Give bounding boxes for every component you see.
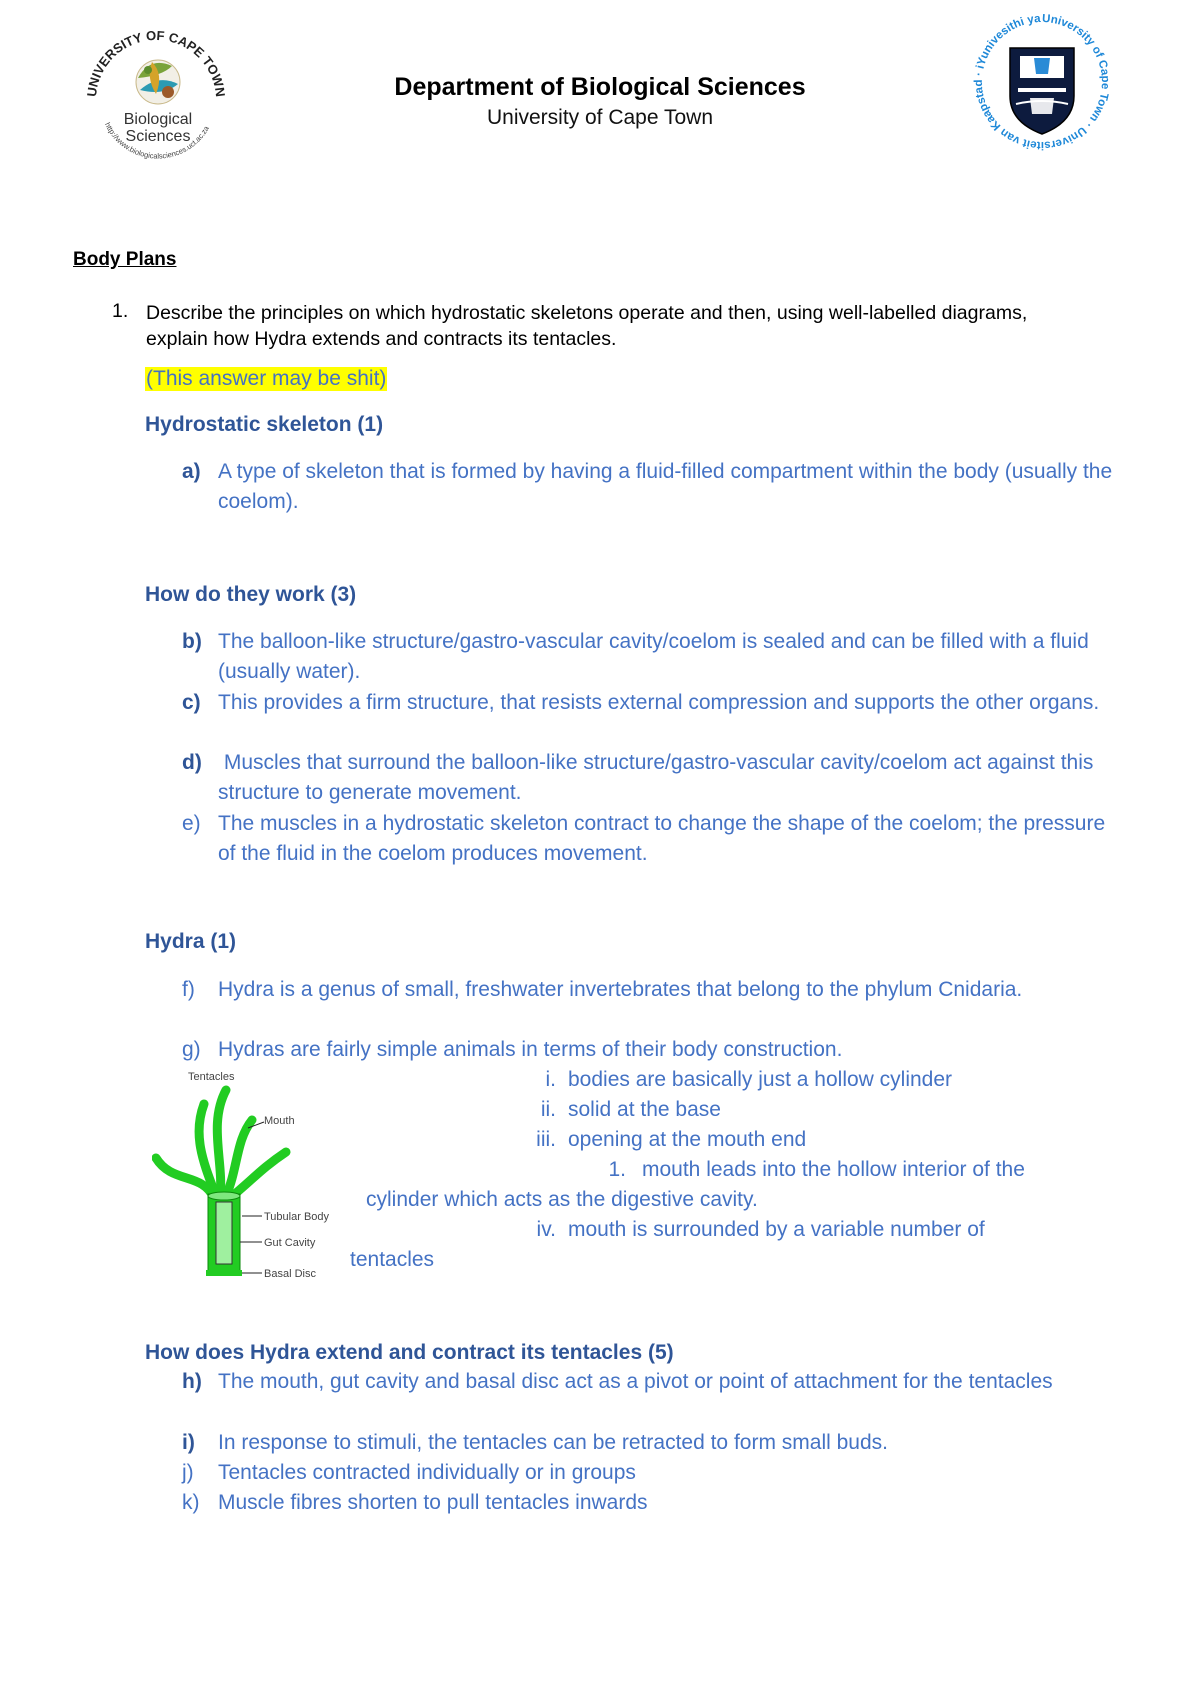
- list-label: k): [182, 1491, 200, 1514]
- heading-hydrostatic-skeleton: Hydrostatic skeleton (1): [145, 413, 384, 436]
- mouth: [208, 1192, 240, 1200]
- university-subtitle: University of Cape Town: [486, 106, 714, 129]
- list-text: This provides a firm structure, that resists external compression and supports the other organs.: [218, 691, 1100, 714]
- gut-cavity: [216, 1202, 232, 1264]
- sublist-label: i.: [545, 1068, 556, 1091]
- list-item: [0, 809, 1200, 869]
- list-item: [0, 1035, 1200, 1065]
- sublist-text: mouth leads into the hollow interior of the: [642, 1158, 1025, 1181]
- list-label: g): [182, 1038, 201, 1061]
- list-item: [0, 1428, 1200, 1458]
- heading-hydra: Hydra (1): [145, 930, 237, 953]
- list-text: In response to stimuli, the tentacles can be retracted to form small buds.: [218, 1431, 888, 1454]
- section-title: Body Plans: [73, 249, 177, 270]
- list-text: The mouth, gut cavity and basal disc act as a pivot or point of attachment for the tentacles: [218, 1370, 1053, 1393]
- list-text: A type of skeleton that is formed by having a fluid-filled compartment within the body (usually the coelom).: [218, 460, 1113, 513]
- hydra-diagram: [152, 1072, 342, 1278]
- uct-crest-logo: [968, 8, 1116, 156]
- svg-text:Sciences: Sciences: [125, 128, 191, 145]
- department-title: Department of Biological Sciences: [394, 73, 806, 101]
- sublist-text: opening at the mouth end: [568, 1128, 807, 1151]
- list-label: f): [182, 978, 195, 1001]
- list-item: [0, 1367, 1200, 1427]
- list-label: i): [182, 1431, 195, 1454]
- sublist-text: mouth is surrounded by a variable number of: [568, 1218, 985, 1241]
- question-number: 1.: [112, 300, 129, 322]
- list-item: [0, 688, 1200, 748]
- list-item: [0, 1488, 1200, 1518]
- list-text: Muscle fibres shorten to pull tentacles inwards: [218, 1491, 648, 1514]
- list-item: [0, 748, 1200, 808]
- list-text: Muscles that surround the balloon-like structure/gastro-vascular cavity/coelom act against this structure to generate movement.: [218, 751, 1100, 804]
- list-label: e): [182, 812, 201, 835]
- label-mouth: Mouth: [264, 1115, 295, 1127]
- list-label: j): [182, 1461, 194, 1484]
- heading-how-do-they-work: How do they work (3): [145, 583, 357, 606]
- list-text: Tentacles contracted individually or in groups: [218, 1461, 636, 1484]
- sublist-text: tentacles: [350, 1248, 435, 1271]
- heading-extend-contract: How does Hydra extend and contract its tentacles (5): [145, 1341, 674, 1364]
- list-text: Hydra is a genus of small, freshwater invertebrates that belong to the phylum Cnidaria.: [218, 978, 1023, 1001]
- svg-text:Biological: Biological: [123, 111, 193, 128]
- list-text: Hydras are fairly simple animals in terms of their body construction.: [218, 1038, 843, 1061]
- list-label: d): [182, 751, 202, 774]
- list-label: h): [182, 1370, 202, 1393]
- list-label: c): [182, 691, 201, 714]
- sublist-label: iii.: [536, 1128, 556, 1151]
- list-text: The balloon-like structure/gastro-vascular cavity/coelom is sealed and can be filled with a fluid (usually water).: [218, 630, 1089, 683]
- label-gut-cavity: Gut Cavity: [264, 1237, 316, 1249]
- label-tubular-body: Tubular Body: [264, 1211, 330, 1223]
- sublist-label: 1.: [608, 1158, 626, 1181]
- basal-disc: [206, 1270, 242, 1276]
- label-tentacles: Tentacles: [188, 1072, 235, 1083]
- list-item: [0, 975, 1200, 1035]
- list-item: [0, 457, 1200, 519]
- label-basal-disc: Basal Disc: [264, 1268, 316, 1278]
- list-label: a): [182, 460, 201, 483]
- question-text: Describe the principles on which hydrostatic skeletons operate and then, using well-labelled diagrams, explain how Hydra extends and contracts its tentacles.: [146, 302, 1028, 350]
- list-text: The muscles in a hydrostatic skeleton contract to change the shape of the coelom; the pressure of the fluid in the coelom produces movement.: [218, 812, 1106, 865]
- svg-text:UNIVERSITY OF CAPE TOWN: UNIVERSITY OF CAPE TOWN: [83, 27, 229, 98]
- svg-text:University of Cape Town · Univ: University of Cape Town · Universiteit van Kaapstad · iYunivesithi ya: [972, 12, 1112, 152]
- sublist-text: solid at the base: [568, 1098, 721, 1121]
- list-item: [0, 627, 1200, 687]
- sublist-text: bodies are basically just a hollow cylinder: [568, 1068, 953, 1091]
- sublist-text: cylinder which acts as the digestive cavity.: [366, 1188, 758, 1211]
- svg-text:http://www.biologicalsciences.: http://www.biologicalsciences.uct.ac.za: [102, 120, 211, 161]
- sublist-label: iv.: [536, 1218, 556, 1241]
- list-item: [0, 1458, 1200, 1488]
- shield-icon: [1010, 48, 1074, 134]
- highlighted-note: (This answer may be shit): [146, 367, 387, 390]
- list-label: b): [182, 630, 202, 653]
- tentacle: [217, 1090, 226, 1196]
- sublist-label: ii.: [540, 1098, 556, 1121]
